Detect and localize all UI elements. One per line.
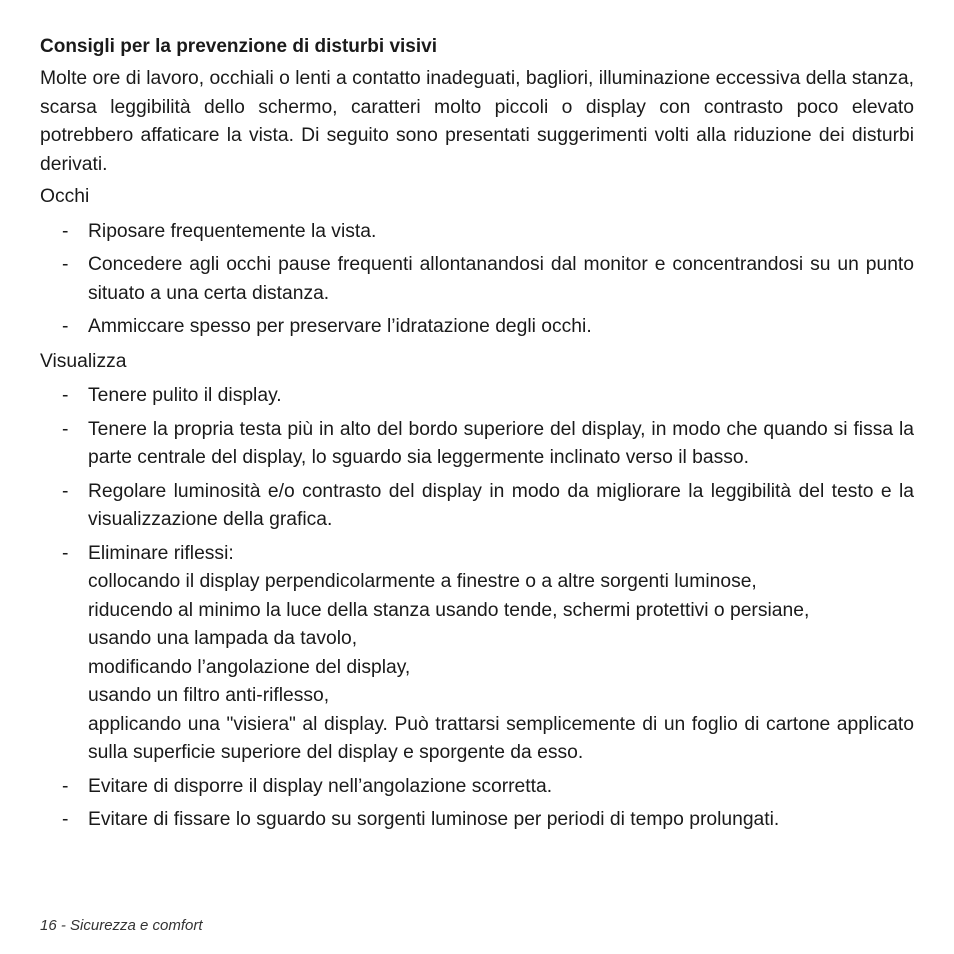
bullet-dash: - — [62, 418, 69, 440]
glare-line: riducendo al minimo la luce della stanza usando tende, schermi protettivi o persiane, — [88, 599, 810, 621]
glare-line: modificando l’angolazione del display, — [88, 656, 411, 678]
bullet-dash: - — [62, 316, 69, 337]
glare-line: usando un filtro anti-riflesso, — [88, 685, 330, 706]
document-page — [40, 33, 914, 841]
intro-paragraph: Molte ore di lavoro, occhiali o lenti a contatto inadeguati, bagliori, illuminazione eccessiva della stanza, scarsa leggibilità dello schermo, caratteri molto piccoli o display con contrasto poco elevato potrebbero affaticare la vista. Di seguito sono presentati suggerimenti volti alla riduzione dei disturbi derivati. — [40, 68, 914, 175]
page-footer: 16 - Sicurezza e comfort — [40, 917, 203, 934]
list-item: - Tenere pulito il display. — [40, 382, 914, 411]
bullet-dash: - — [62, 220, 69, 242]
eyes-subheading: Occhi — [40, 186, 90, 207]
bullet-dash: - — [62, 542, 69, 564]
list-item: - Riposare frequentemente la vista. — [40, 218, 914, 247]
bullet-dash: - — [62, 775, 69, 797]
list-item: - Concedere agli occhi pause frequenti allontanandosi dal monitor e concentrandosi su un punto situato a una certa distanza. — [40, 251, 914, 308]
glare-title: Eliminare riflessi: — [88, 542, 234, 564]
display-list — [40, 382, 914, 835]
bullet-dash: - — [62, 809, 69, 830]
list-item: - Ammiccare spesso per preservare l’idratazione degli occhi. — [40, 313, 914, 342]
list-item: - Regolare luminosità e/o contrasto del display in modo da migliorare la leggibilità del testo e la visualizzazione della grafica. — [40, 478, 914, 535]
glare-line: collocando il display perpendicolarmente a finestre o a altre sorgenti luminose, — [88, 571, 757, 592]
bullet-dash: - — [62, 480, 69, 502]
list-item-glare — [40, 540, 914, 768]
glare-line: applicando una "visiera" al display. Può trattarsi semplicemente di un foglio di cartone applicato sulla superficie superiore del display e sporgente da esso. — [88, 713, 914, 763]
glare-line: usando una lampada da tavolo, — [88, 628, 358, 649]
bullet-dash: - — [62, 254, 69, 275]
display-subheading: Visualizza — [40, 350, 127, 372]
list-item: - Tenere la propria testa più in alto del bordo superiore del display, in modo che quando si fissa la parte centrale del display, lo sguardo sia leggermente inclinato verso il basso. — [40, 416, 914, 473]
list-item: - Evitare di fissare lo sguardo su sorgenti luminose per periodi di tempo prolungati. — [40, 806, 914, 835]
list-item: - Evitare di disporre il display nell’angolazione scorretta. — [40, 773, 914, 802]
eyes-list — [40, 218, 914, 342]
bullet-dash: - — [62, 385, 69, 406]
section-heading: Consigli per la prevenzione di disturbi visivi — [40, 36, 437, 57]
